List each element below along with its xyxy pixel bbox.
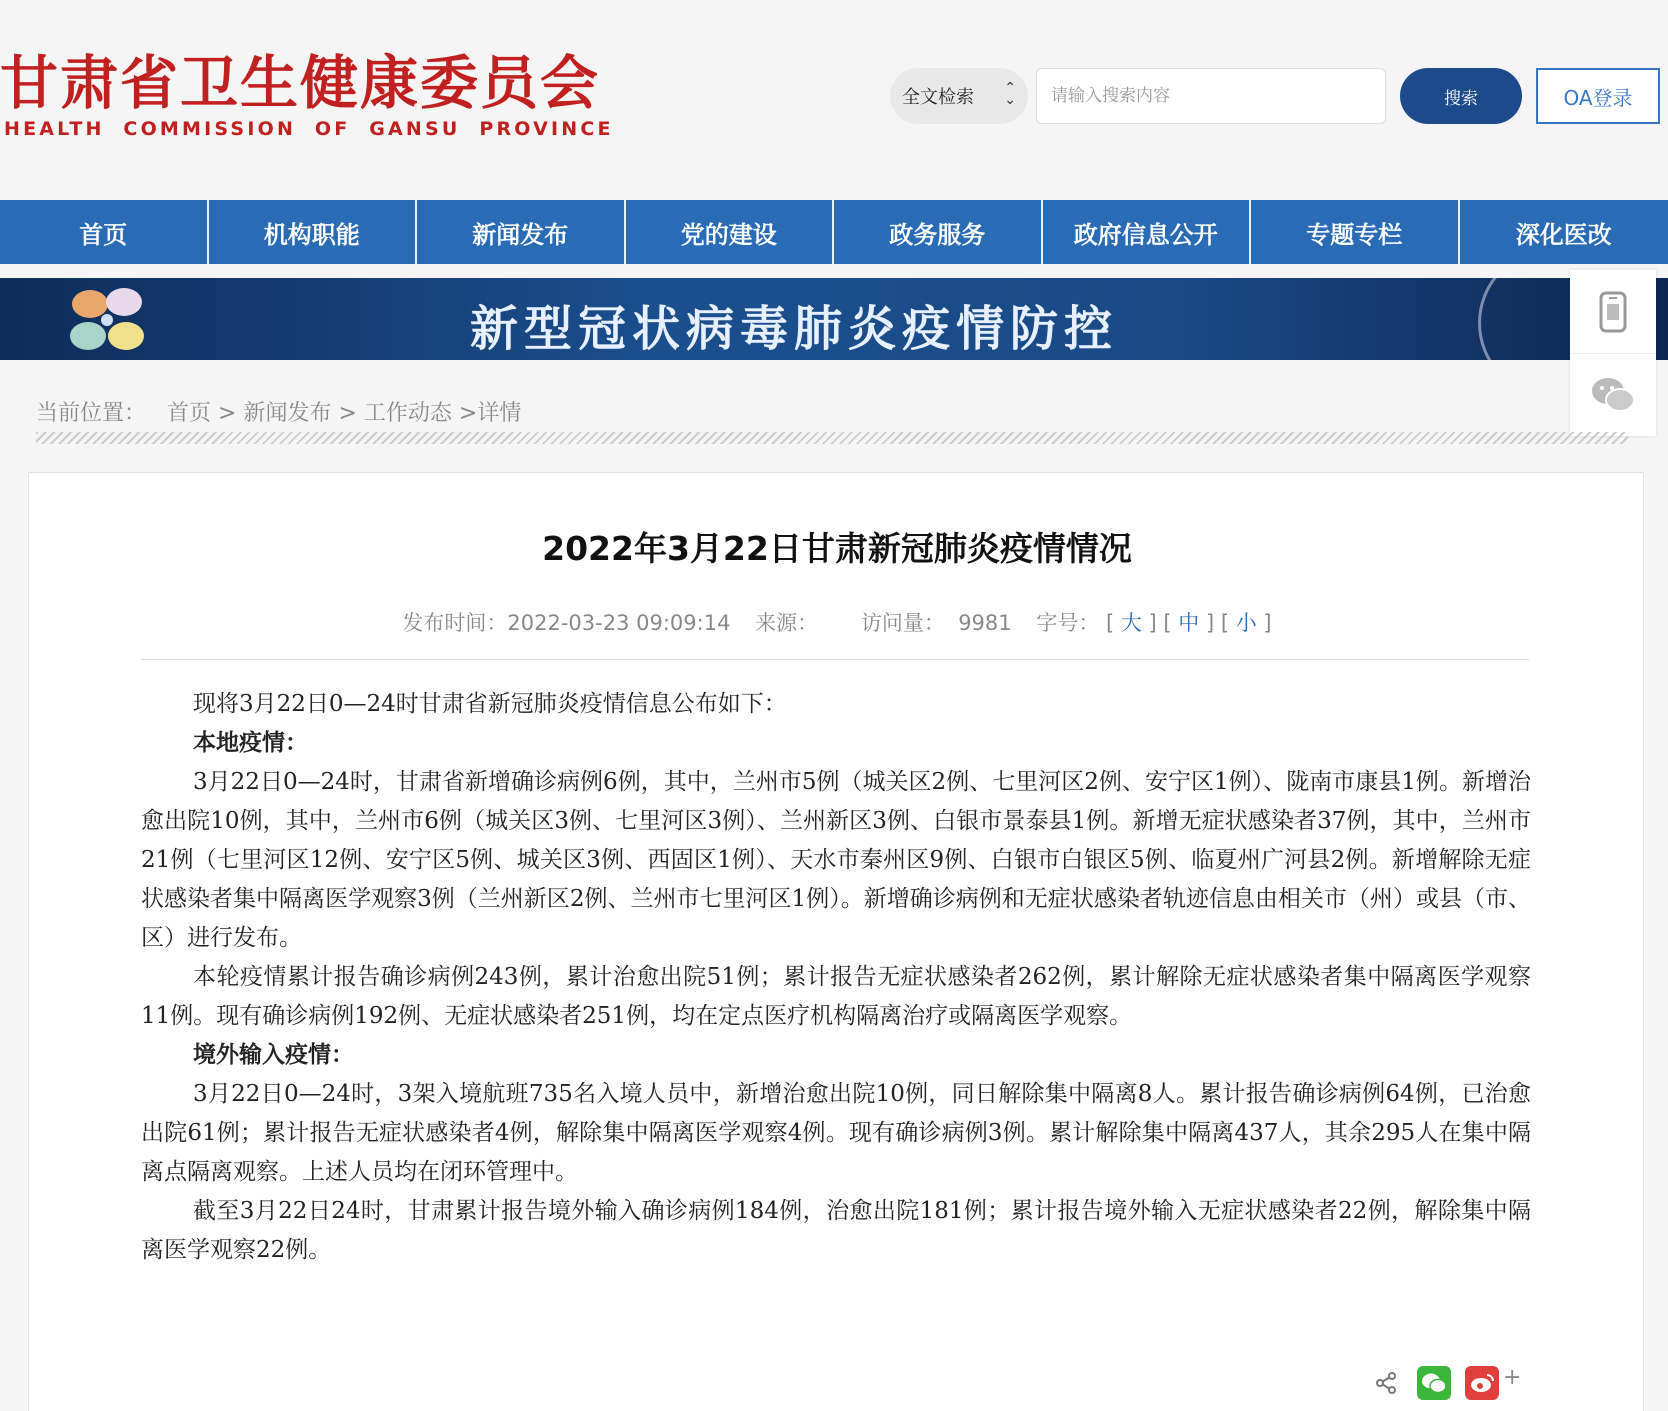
breadcrumb-home[interactable]: 首页 xyxy=(167,401,212,426)
search-scope-select[interactable] xyxy=(890,68,1028,124)
flower-logo-icon xyxy=(58,282,158,358)
breadcrumb xyxy=(36,396,521,427)
search-button[interactable]: 搜索 xyxy=(1400,68,1522,124)
breadcrumb-detail: >详情 xyxy=(458,401,522,426)
site-logo-cn[interactable]: 甘肃省卫生健康委员会 xyxy=(0,49,601,117)
publish-label: 发布时间： xyxy=(402,611,508,635)
weibo-share-icon[interactable] xyxy=(1465,1366,1499,1400)
hatched-divider xyxy=(36,432,1628,444)
nav-item-reform[interactable]: 深化医改 xyxy=(1515,220,1612,249)
more-share-plus[interactable]: + xyxy=(1503,1364,1522,1390)
main-nav xyxy=(0,200,1668,264)
source-label: 来源： xyxy=(755,611,819,635)
wechat-icon[interactable] xyxy=(1570,353,1656,436)
nav-item-news[interactable]: 新闻发布 xyxy=(417,200,626,264)
font-size-small[interactable]: 小 xyxy=(1235,611,1257,635)
mobile-phone-icon[interactable] xyxy=(1570,270,1656,353)
breadcrumb-sep: > xyxy=(211,401,244,426)
article-title: 2022年3月22日甘肃新冠肺炎疫情情况 xyxy=(542,529,1132,568)
article-paragraph: 3月22日0—24时，甘肃省新增确诊病例6例，其中，兰州市5例（城关区2例、七里河区2例、安宁区1例）、陇南市康县1例。新增治愈出院10例，其中，兰州市6例（城关区3例、七里河区3例）、兰州新区3例、白银市景泰县1例。新增无症状感染者37例，其中，兰州市21例（七里河区12例、安宁区5例、城关区3例、西固区1例）、天水市秦州区9例、白银市白银区5例、临夏州广河县2例。新增解除无症状感染者集中隔离医学观察3例（兰州新区2例、兰州市七里河区1例）。新增确诊病例和无症状感染者轨迹信息由相关市（州）或县（市、区）进行发布。 xyxy=(141,769,1531,951)
wechat-share-icon[interactable] xyxy=(1417,1366,1451,1400)
article-container xyxy=(28,472,1644,1411)
updown-chevron-icon: ⌃ ⌄ xyxy=(1004,80,1016,108)
publish-time: 2022-03-23 09:09:14 xyxy=(507,611,731,635)
search-scope-label: 全文检索 xyxy=(902,87,974,108)
site-header xyxy=(0,0,1668,200)
oa-login-button[interactable]: OA登录 xyxy=(1536,68,1660,124)
covid-banner[interactable] xyxy=(0,278,1668,360)
article-paragraph: 3月22日0—24时，3架入境航班735名入境人员中，新增治愈出院10例，同日解除集中隔离8人。累计报告确诊病例64例，已治愈出院61例；累计报告无症状感染者4例，解除集中隔离医学观察4例。现有确诊病例3例。累计解除集中隔离437人，其余295人在集中隔离点隔离观察。上述人员均在闭环管理中。 xyxy=(141,1081,1531,1185)
article-meta: 发布时间：2022-03-23 09:09:14 来源： 访问量： 9981 字号： [ 大 ] [ 中 ] [ 小 ] xyxy=(402,611,1272,635)
breadcrumb-sep: > xyxy=(331,401,364,426)
font-size-medium[interactable]: 中 xyxy=(1178,611,1200,635)
breadcrumb-label: 当前位置： xyxy=(36,401,147,426)
section-heading-local: 本地疫情： xyxy=(193,730,308,756)
article-paragraph: 截至3月22日24时，甘肃累计报告境外输入确诊病例184例，治愈出院181例；累计报告境外输入无症状感染者22例，解除集中隔离医学观察22例。 xyxy=(141,1198,1531,1263)
breadcrumb-news[interactable]: 新闻发布 xyxy=(243,401,332,426)
meta-divider xyxy=(141,659,1529,660)
nav-item-organization[interactable]: 机构职能 xyxy=(209,200,418,264)
search-input[interactable] xyxy=(1036,68,1386,124)
site-logo-en: HEALTH COMMISSION OF GANSU PROVINCE xyxy=(4,118,614,140)
share-icon[interactable] xyxy=(1369,1366,1403,1400)
nav-item-gov-info[interactable]: 政府信息公开 xyxy=(1043,200,1252,264)
nav-item-services[interactable]: 政务服务 xyxy=(834,200,1043,264)
article-paragraph: 现将3月22日0—24时甘肃省新冠肺炎疫情信息公布如下： xyxy=(193,691,787,717)
article-body xyxy=(141,685,1531,1270)
font-size-large[interactable]: 大 xyxy=(1120,611,1142,635)
font-size-label: 字号： xyxy=(1036,611,1100,635)
nav-item-home[interactable]: 首页 xyxy=(0,200,209,264)
article-paragraph: 本轮疫情累计报告确诊病例243例，累计治愈出院51例；累计报告无症状感染者262例，累计解除无症状感染者集中隔离医学观察11例。现有确诊病例192例、无症状感染者251例，均在定点医疗机构隔离治疗或隔离医学观察。 xyxy=(141,964,1531,1029)
side-float-panel xyxy=(1570,270,1656,436)
views-label: 访问量： xyxy=(860,611,945,635)
section-heading-imported: 境外输入疫情： xyxy=(193,1042,354,1068)
nav-item-special[interactable]: 专题专栏 xyxy=(1251,200,1460,264)
banner-title: 新型冠状病毒肺炎疫情防控 xyxy=(470,301,1119,357)
nav-item-party[interactable]: 党的建设 xyxy=(626,200,835,264)
views-count: 9981 xyxy=(958,611,1012,635)
share-bar xyxy=(1369,1363,1521,1403)
breadcrumb-work[interactable]: 工作动态 xyxy=(363,401,452,426)
